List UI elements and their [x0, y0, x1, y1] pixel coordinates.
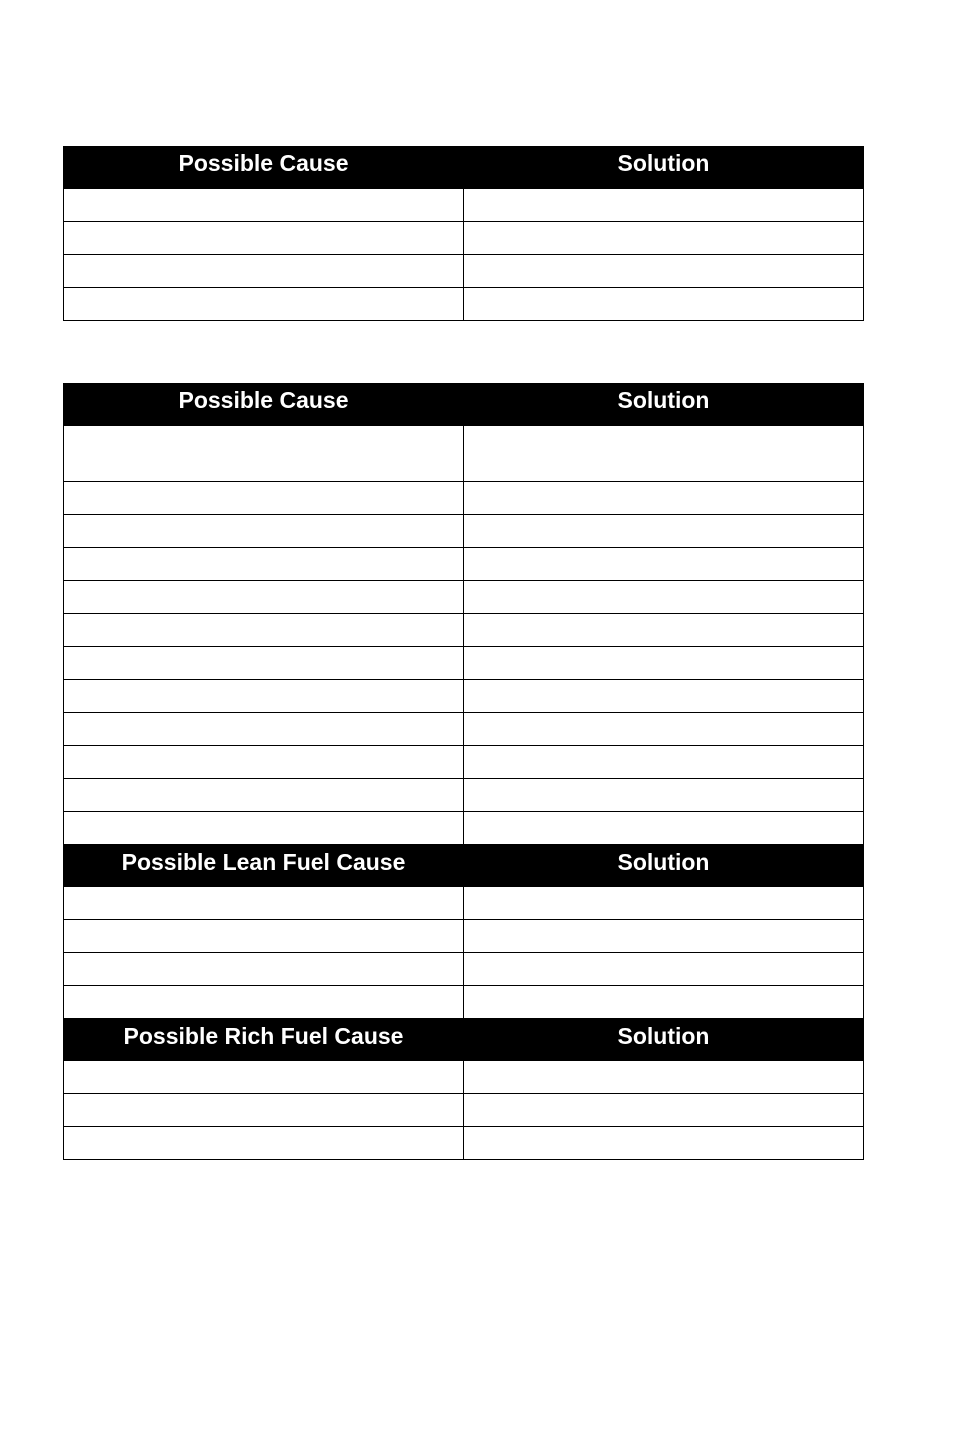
table-row [64, 254, 864, 287]
solution-cell [464, 1060, 864, 1093]
cause-cell [64, 778, 464, 811]
solution-cell [464, 778, 864, 811]
section-header-row-rich-fuel [64, 1018, 864, 1060]
table-row [64, 745, 864, 778]
solution-cell [464, 481, 864, 514]
cause-cell [64, 646, 464, 679]
header-possible-lean-fuel-cause: Possible Lean Fuel Cause [64, 844, 464, 886]
table-row [64, 778, 864, 811]
troubleshooting-table-2 [63, 383, 864, 1160]
table-row [64, 1060, 864, 1093]
table-row [64, 712, 864, 745]
table-row [64, 287, 864, 320]
cause-cell [64, 481, 464, 514]
solution-cell [464, 985, 864, 1018]
solution-cell [464, 514, 864, 547]
table-row [64, 547, 864, 580]
table-row [64, 514, 864, 547]
cause-cell [64, 1093, 464, 1126]
cause-cell [64, 679, 464, 712]
solution-cell [464, 811, 864, 844]
solution-cell [464, 1126, 864, 1159]
table-header-row [64, 146, 864, 188]
table-row [64, 481, 864, 514]
solution-cell [464, 580, 864, 613]
header-solution: Solution [464, 146, 864, 188]
table-row [64, 425, 864, 481]
cause-cell [64, 514, 464, 547]
cause-cell [64, 919, 464, 952]
solution-cell [464, 547, 864, 580]
table-row [64, 1093, 864, 1126]
cause-cell [64, 811, 464, 844]
solution-cell [464, 952, 864, 985]
solution-cell [464, 254, 864, 287]
table-row [64, 952, 864, 985]
table-row [64, 985, 864, 1018]
table-row [64, 613, 864, 646]
solution-cell [464, 646, 864, 679]
cause-cell [64, 188, 464, 221]
table-row [64, 646, 864, 679]
section-header-row-possible-cause [64, 383, 864, 425]
solution-cell [464, 613, 864, 646]
cause-cell [64, 221, 464, 254]
cause-cell [64, 580, 464, 613]
table-row [64, 811, 864, 844]
cause-cell [64, 547, 464, 580]
solution-cell [464, 221, 864, 254]
section-header-row-lean-fuel [64, 844, 864, 886]
solution-cell [464, 287, 864, 320]
solution-cell [464, 886, 864, 919]
table-row [64, 919, 864, 952]
table-row [64, 679, 864, 712]
cause-cell [64, 287, 464, 320]
table-row [64, 886, 864, 919]
table-row [64, 221, 864, 254]
header-possible-cause: Possible Cause [64, 383, 464, 425]
troubleshooting-table-1 [63, 146, 864, 321]
header-solution: Solution [464, 383, 864, 425]
table-row [64, 188, 864, 221]
table-row [64, 1126, 864, 1159]
solution-cell [464, 679, 864, 712]
cause-cell [64, 952, 464, 985]
solution-cell [464, 712, 864, 745]
header-possible-cause: Possible Cause [64, 146, 464, 188]
header-solution: Solution [464, 1018, 864, 1060]
cause-cell [64, 425, 464, 481]
cause-cell [64, 1126, 464, 1159]
cause-cell [64, 712, 464, 745]
cause-cell [64, 886, 464, 919]
cause-cell [64, 745, 464, 778]
cause-cell [64, 985, 464, 1018]
cause-cell [64, 1060, 464, 1093]
solution-cell [464, 425, 864, 481]
header-possible-rich-fuel-cause: Possible Rich Fuel Cause [64, 1018, 464, 1060]
cause-cell [64, 254, 464, 287]
header-solution: Solution [464, 844, 864, 886]
solution-cell [464, 1093, 864, 1126]
solution-cell [464, 745, 864, 778]
table-row [64, 580, 864, 613]
solution-cell [464, 919, 864, 952]
cause-cell [64, 613, 464, 646]
solution-cell [464, 188, 864, 221]
